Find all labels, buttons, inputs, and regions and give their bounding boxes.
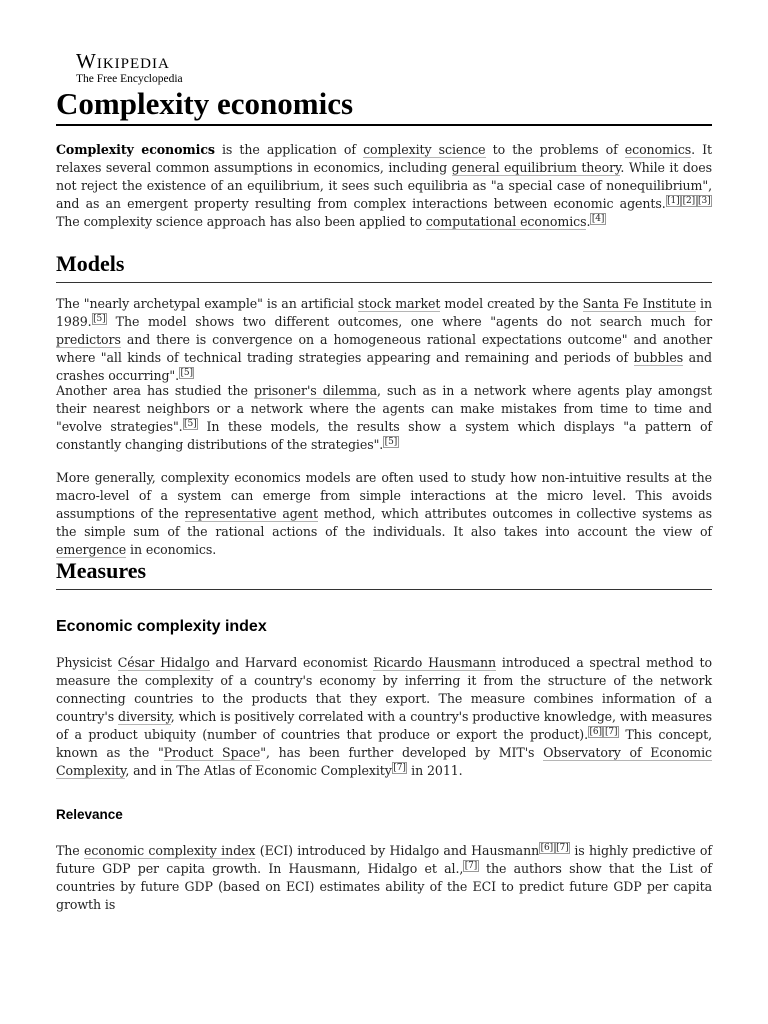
logo-tagline: The Free Encyclopedia (76, 73, 183, 85)
ref-7[interactable]: [7] (393, 763, 406, 773)
models-paragraph-1 (56, 295, 712, 385)
text: and there is convergence on a homogeneous rational expectations outcome" and another where "all kinds of technical trading strategies appearing and remaining and periods of (56, 332, 712, 365)
link-stock-market[interactable]: stock market (357, 296, 441, 311)
link-bubbles[interactable]: bubbles (633, 350, 684, 365)
link-observatory-of-economic-complexity[interactable]: Observatory of Economic Complexity (56, 745, 713, 778)
relevance-paragraph (56, 842, 712, 914)
heading-economic-complexity-index: Economic complexity index (56, 618, 267, 635)
text: More generally, complexity economics models are often used to study how non-intuitive results at the macro-level of a system can emerge from simple interactions at the micro level. This avoids assumptions of the (56, 470, 712, 521)
link-cesar-hidalgo[interactable]: César Hidalgo (117, 655, 210, 670)
text: , and in The Atlas of Economic Complexity (125, 763, 392, 778)
link-predictors[interactable]: predictors (56, 332, 121, 347)
models-paragraph-3 (56, 469, 712, 559)
text: , such as in a network where agents play amongst their nearest neighbors or a network where the agents can make mistakes from time to time and "evolve strategies". (56, 383, 712, 434)
intro-bold-term: Complexity economics (56, 142, 215, 157)
link-product-space[interactable]: Product Space (163, 745, 261, 760)
ref-2[interactable]: [2] (682, 196, 696, 206)
link-ricardo-hausmann[interactable]: Ricardo Hausmann (373, 655, 497, 670)
text: This concept, known as the " (56, 727, 712, 760)
text: . While it does not reject the existence of an equilibrium, it sees such equilibria as "a special case of nonequilibrium", and as an emergent property resulting from complex interactions between economic agents. (56, 160, 712, 211)
link-economics[interactable]: economics (624, 142, 692, 157)
ref-7[interactable]: [7] (604, 727, 618, 737)
link-general-equilibrium-theory[interactable]: general equilibrium theory (451, 160, 621, 175)
link-representative-agent[interactable]: representative agent (184, 506, 319, 521)
link-economic-complexity-index[interactable]: economic complexity index (84, 843, 256, 858)
text: . It relaxes several common assumptions in economics, including (56, 142, 712, 175)
text: Another area has studied the (56, 383, 254, 398)
ref-5[interactable]: [5] (184, 419, 197, 429)
text: , which is positively correlated with a country's productive knowledge, with measures of a product ubiquity (number of countries that produce or export the product). (56, 709, 712, 742)
text: introduced a spectral method to measure the complexity of a country's economy by inferring it from the structure of the network connecting countries to the products that they export. The measure combines information of a country's (56, 655, 712, 724)
link-computational-economics[interactable]: computational economics (425, 214, 587, 229)
ref-3[interactable]: [3] (698, 196, 711, 206)
models-paragraph-2 (56, 382, 712, 454)
text: to the problems of (485, 142, 625, 157)
ref-5[interactable]: [5] (384, 437, 398, 447)
text: in economics. (126, 542, 217, 557)
text: . (586, 214, 591, 229)
text: model created by the (440, 296, 583, 311)
link-diversity[interactable]: diversity (118, 709, 171, 724)
text: The (56, 843, 85, 858)
text: is highly predictive of future GDP per capita growth. In Hausmann, Hidalgo et al., (56, 843, 712, 876)
text: ", has been further developed by MIT's (260, 745, 544, 760)
ref-1[interactable]: [1] (667, 196, 680, 206)
text: The complexity science approach has also been applied to (56, 214, 426, 229)
link-prisoners-dilemma[interactable]: prisoner's dilemma (254, 383, 378, 398)
wikipedia-logo[interactable] (76, 50, 183, 85)
intro-paragraph (56, 141, 712, 231)
text: The model shows two different outcomes, one where "agents do not search much for (107, 314, 712, 329)
heading-models: Models (56, 250, 712, 283)
text: (ECI) introduced by Hidalgo and Hausmann (255, 843, 540, 858)
page-title: Complexity economics (56, 85, 712, 126)
text: method, which attributes outcomes in collective systems as the simple sum of the rational actions of the individuals. It also takes into account the view of (56, 506, 712, 539)
link-emergence[interactable]: emergence (56, 542, 127, 557)
ref-5[interactable]: [5] (180, 368, 193, 378)
text: In these models, the results show a system which displays "a pattern of constantly changing distributions of the strategies". (56, 419, 712, 452)
link-complexity-science[interactable]: complexity science (363, 142, 486, 157)
heading-relevance: Relevance (56, 807, 123, 822)
text: and crashes occurring". (56, 350, 712, 383)
ref-6[interactable]: [6] (589, 727, 602, 737)
text: is the application of (214, 142, 364, 157)
link-santa-fe-institute[interactable]: Santa Fe Institute (582, 296, 696, 311)
ref-7[interactable]: [7] (556, 843, 569, 853)
eci-paragraph (56, 654, 712, 780)
text: the authors show that the List of countries by future GDP (based on ECI) estimates ability of the ECI to predict future GDP per capita growth is (56, 861, 712, 912)
ref-6[interactable]: [6] (540, 843, 554, 853)
text: and Harvard economist (209, 655, 374, 670)
ref-5[interactable]: [5] (93, 314, 106, 324)
heading-measures: Measures (56, 557, 712, 590)
text: The "nearly archetypal example" is an artificial (56, 296, 358, 311)
logo-wordmark: Wikipedia (76, 49, 170, 73)
text: in 1989. (56, 296, 712, 329)
ref-7[interactable]: [7] (464, 861, 478, 871)
ref-4[interactable]: [4] (591, 214, 605, 224)
text: Physicist (56, 655, 118, 670)
text: in 2011. (407, 763, 463, 778)
